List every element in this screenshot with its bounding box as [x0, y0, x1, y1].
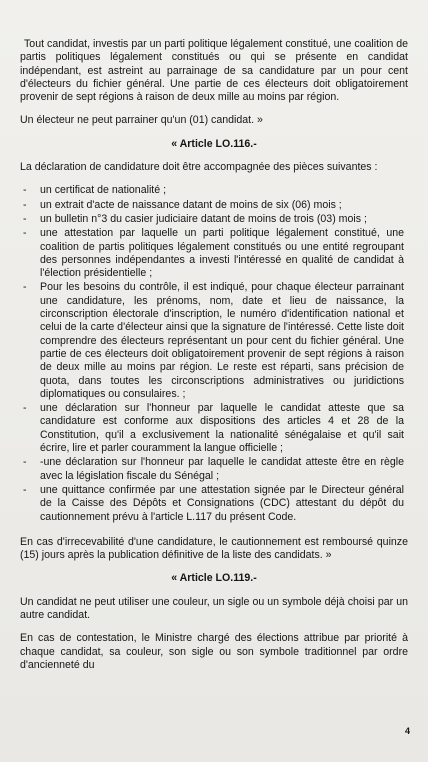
list-bullet: -	[23, 198, 27, 211]
list-bullet: -	[23, 281, 27, 294]
list-item-criminal-record	[20, 213, 404, 226]
article-lo116-heading: « Article LO.116.-	[171, 137, 257, 150]
list-bullet: -	[23, 212, 27, 225]
article-lo116-closing: En cas d'irrecevabilité d'une candidature, le cautionnement est remboursé quinze (15) jours après la publication définitive de la liste des candidats. »	[20, 535, 408, 562]
article-lo119-paragraph-2: En cas de contestation, le Ministre chargé des élections attribue par priorité à chaque candidat, sa couleur, son sigle ou son symbole traditionnel par ordre d'ancienneté du	[20, 632, 408, 671]
intro-paragraph-one-candidate: Un électeur ne peut parrainer qu'un (01) candidat. »	[20, 114, 263, 127]
list-item-party-attestation	[20, 227, 404, 280]
list-bullet: -	[23, 402, 27, 415]
list-item-deposit-receipt	[20, 484, 404, 524]
required-documents-list	[20, 184, 408, 523]
article-lo119-heading: « Article LO.119.-	[171, 572, 257, 585]
list-item-voter-control	[20, 281, 404, 401]
list-item-honour-declaration-tax	[20, 456, 404, 483]
list-item-text: une attestation par laquelle un parti politique légalement constitué, une coalition de partis politiques légalement constitués ou une entité regroupant des personnes indépendantes a investi l'intéressé en qualité de candidat à l'élection présidentielle ;	[40, 227, 404, 280]
list-item-text: Pour les besoins du contrôle, il est indiqué, pour chaque électeur parrainant une candidature, les prénoms, nom, date et lieu de naissance, la circonscription électorale d'inscription, le numéro d'identification national et celui de la carte d'électeur ainsi que la signature de l'intéressé. Cette liste doit comprendre des électeurs représentant un pour cent du fichier général. Une partie de ces électeurs doit obligatoirement provenir de sept régions à raison de deux mille au moins par région. Le reste est réparti, sans précision de quota, dans toutes les circonscriptions administratives ou juridictions diplomatiques ou consulaires. ;	[40, 281, 404, 400]
list-bullet: -	[23, 184, 27, 197]
page-number: 4	[404, 725, 410, 736]
list-item-text: un certificat de nationalité ;	[40, 184, 167, 197]
list-item-honour-declaration-constitution	[20, 402, 404, 455]
list-item-nationality-certificate	[20, 184, 404, 197]
list-bullet: -	[23, 456, 27, 469]
list-item-text: un bulletin n°3 du casier judiciaire datant de moins de trois (03) mois ;	[40, 212, 367, 225]
list-item-text: -une déclaration sur l'honneur par laquelle le candidat atteste être en règle avec la législation fiscale du Sénégal ;	[40, 456, 404, 482]
article-lo116-intro: La déclaration de candidature doit être accompagnée des pièces suivantes :	[20, 161, 378, 174]
article-lo119-paragraph-1: Un candidat ne peut utiliser une couleur, un sigle ou un symbole déjà choisi par un autre candidat.	[20, 595, 408, 621]
list-item-text: une déclaration sur l'honneur par laquelle le candidat atteste que sa candidature est conforme aux dispositions des articles 4 et 28 de la Constitution, qu'il a exclusivement la nationalité sénégalaise et qu'il sait écrire, lire et parler couramment la langue officielle ;	[40, 402, 404, 455]
list-item-text: un extrait d'acte de naissance datant de moins de six (06) mois ;	[40, 198, 342, 211]
intro-paragraph-parrainage: Tout candidat, investis par un parti politique légalement constitué, une coalition de partis politiques légalement constitués ou qui se présente en candidat indépendant, est astreint au parrainage de sa candidature par un pour cent d'électeurs du fichier général. Une partie de ces électeurs doit obligatoirement provenir de sept régions à raison de deux mille au moins par région.	[20, 38, 408, 104]
list-item-birth-certificate	[20, 199, 404, 212]
list-bullet: -	[23, 483, 27, 496]
list-bullet: -	[23, 227, 27, 240]
list-item-text: une quittance confirmée par une attestation signée par le Directeur général de la Caisse des Dépôts et Consignations (CDC) attestant du dépôt du cautionnement prévu à l'article L.117 du présent Code.	[40, 483, 404, 523]
